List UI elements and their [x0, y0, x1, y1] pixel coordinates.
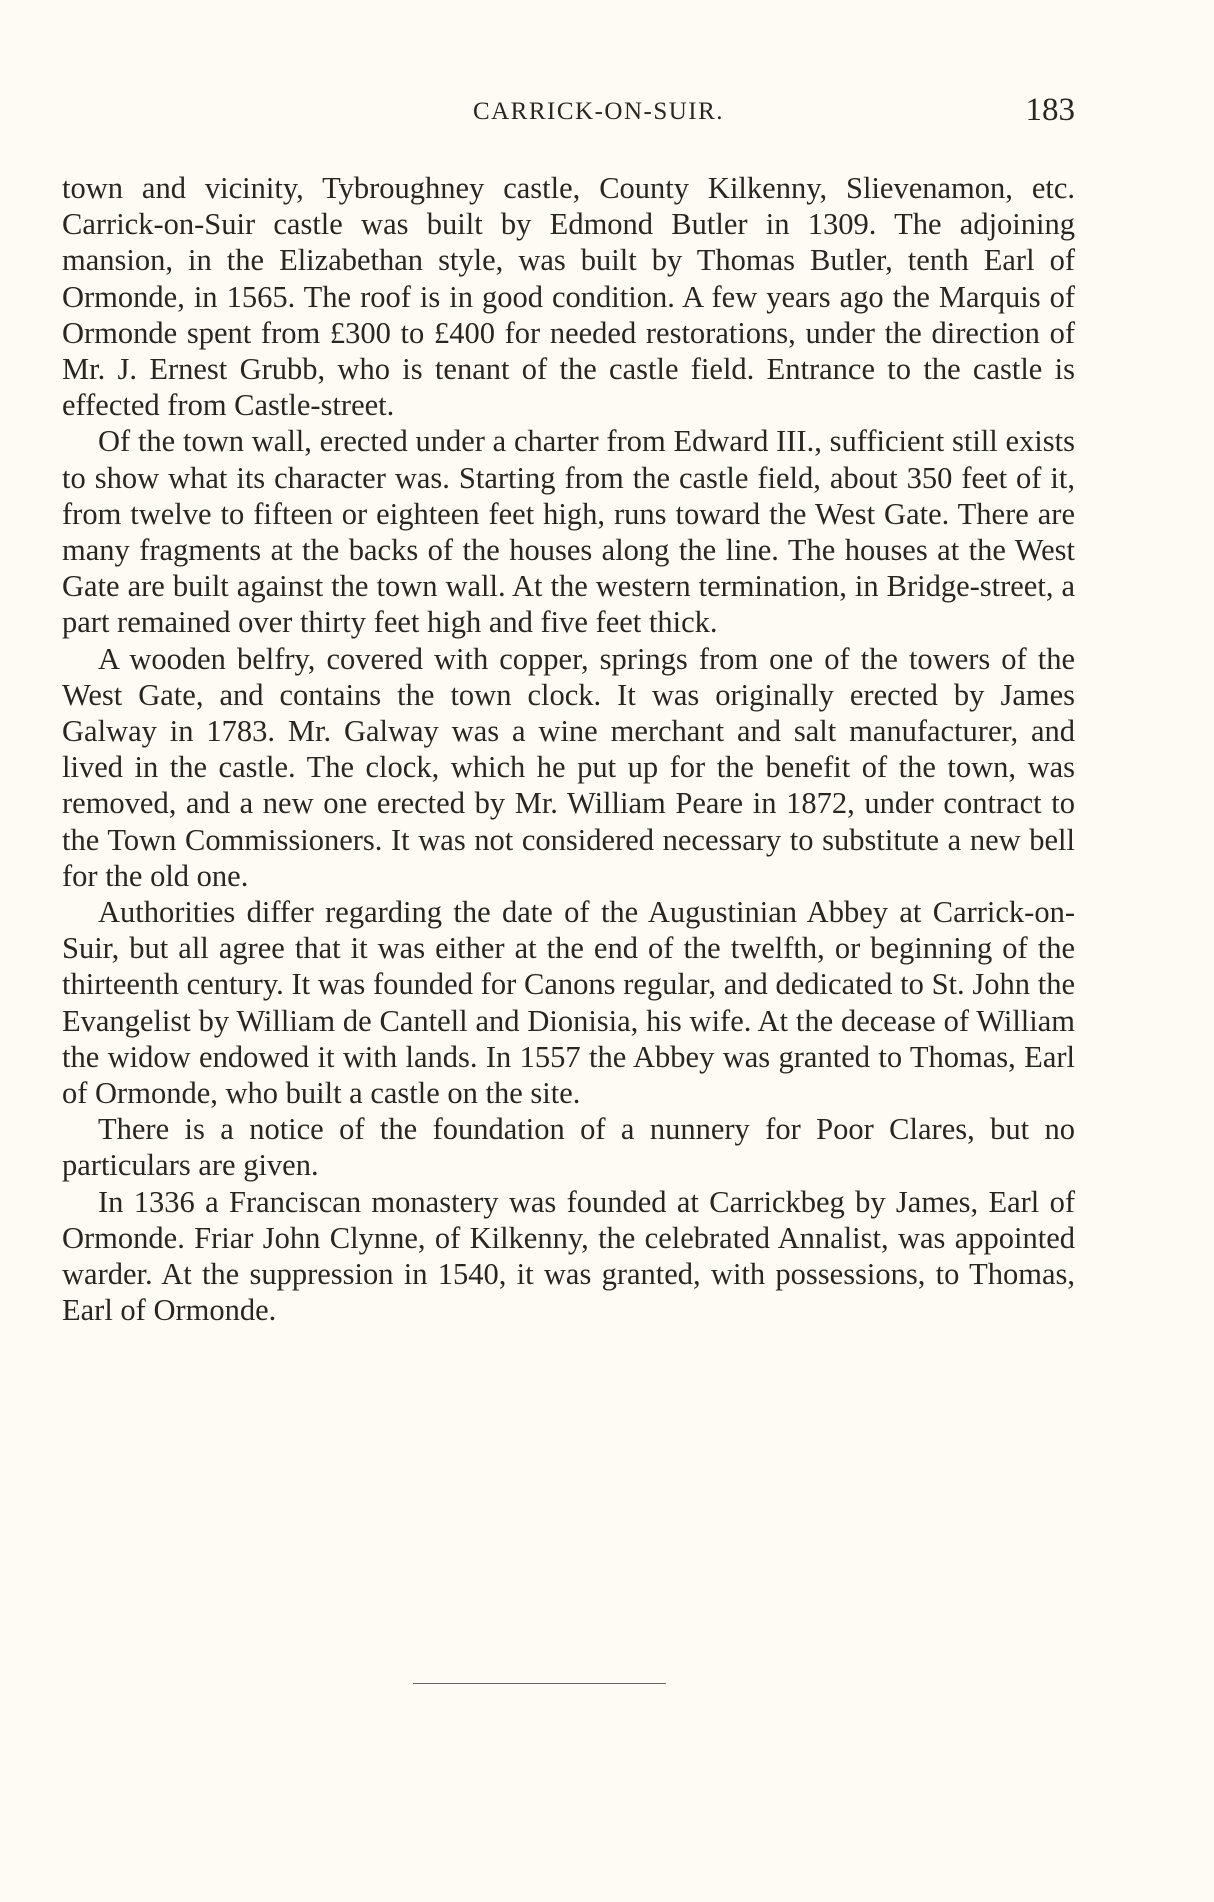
paragraph-franciscan: In 1336 a Franciscan monastery was founded at Carrickbeg by James, Earl of Ormonde. Friar John Clynne, of Kilkenny, the celebrated Annalist, was appointed warder. At the suppression in 1540, it was granted, with possessions, to Thomas, Earl of Ormonde.: [62, 1184, 1075, 1328]
paragraph-abbey: Authorities differ regarding the date of the Augustinian Abbey at Carrick-on-Suir, but all agree that it was either at the end of the twelfth, or beginning of the thirteenth century. It was founded for Canons regular, and dedicated to St. John the Evangelist by William de Cantell and Dionisia, his wife. At the decease of William the widow endowed it with lands. In 1557 the Abbey was granted to Thomas, Earl of Ormonde, who built a castle on the site.: [62, 895, 1075, 1111]
page-number: 183: [1025, 92, 1075, 128]
end-rule: [413, 1683, 666, 1684]
page-header: [62, 92, 1075, 132]
paragraph-castle: town and vicinity, Tybroughney castle, County Kilkenny, Slievenamon, etc. Carrick-on-Suir castle was built by Edmond Butler in 1309. The adjoining mansion, in the Elizabethan style, was built by Thomas Butler, tenth Earl of Ormonde, in 1565. The roof is in good condition. A few years ago the Marquis of Ormonde spent from £300 to £400 for needed restorations, under the direction of Mr. J. Ernest Grubb, who is tenant of the castle field. Entrance to the castle is effected from Castle-street.: [62, 171, 1075, 423]
paragraph-belfry: A wooden belfry, covered with copper, springs from one of the towers of the West Gate, and contains the town clock. It was originally erected by James Galway in 1783. Mr. Galway was a wine merchant and salt manufacturer, and lived in the castle. The clock, which he put up for the benefit of the town, was removed, and a new one erected by Mr. William Peare in 1872, under contract to the Town Commissioners. It was not considered necessary to substitute a new bell for the old one.: [62, 641, 1075, 893]
paragraph-town-wall: Of the town wall, erected under a charter from Edward III., sufficient still exists to show what its character was. Starting from the castle field, about 350 feet of it, from twelve to fifteen or eighteen feet high, runs toward the West Gate. There are many fragments at the backs of the houses along the line. The houses at the West Gate are built against the town wall. At the western termination, in Bridge-street, a part remained over thirty feet high and five feet thick.: [62, 424, 1075, 640]
running-head: CARRICK-ON-SUIR.: [472, 98, 725, 125]
paragraph-nunnery: There is a notice of the foundation of a nunnery for Poor Clares, but no particulars are given.: [62, 1112, 1075, 1183]
body-text: [62, 170, 1075, 1329]
